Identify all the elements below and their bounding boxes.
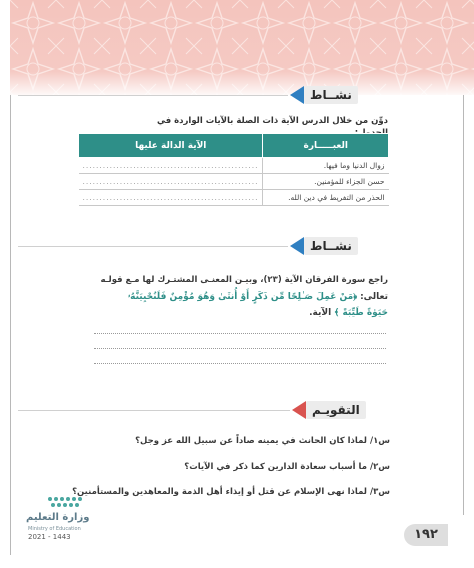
evaluation-tab [292,401,366,419]
ministry-name-arabic: وزارة التعليم [26,512,90,523]
activity1-table [78,133,389,206]
activity1-rule [18,95,288,96]
quran-verse-part2: حَيَوٰةً طَيِّبَةً ﴾ [334,308,388,318]
table-cell-phrase: زوال الدنيا وما فيها. [263,158,389,174]
evaluation-rule [18,410,290,411]
table-cell-answer[interactable]: .................................................... [79,174,263,190]
activity1-instruction: دوِّن من خلال الدرس الآية ذات الصلة بالآيات الواردة في [157,116,388,126]
table-header-phrase: العبـــــارة [263,134,389,158]
activity2-tab-label: نشــاط [304,237,358,255]
answer-line[interactable] [94,333,386,334]
verse-prefix: تعالى: [360,292,388,302]
table-cell-phrase: الحذر من التفريط في دين الله. [263,190,389,206]
answer-line[interactable] [94,348,386,349]
geometric-pattern [10,0,474,95]
verse-suffix: الآية. [309,308,332,318]
left-frame-line [10,95,11,555]
ministry-logo-mark-icon [44,495,94,513]
question-2: س٢/ ما أسباب سعادة الدارين كما ذكر في الآيات؟ [184,462,390,472]
activity2-tab [290,237,358,255]
flag-icon [292,401,306,419]
activity2-rule [18,246,288,247]
table-row [79,190,389,206]
flag-icon [290,86,304,104]
table-row [79,174,389,190]
right-frame-line [463,95,464,515]
ministry-name-english: Ministry of Education [28,526,81,532]
quran-verse-part1: ﴿مَنْ عَمِلَ صَـٰلِحًا مِّن ذَكَرٍ أَوْ أُنثَىٰ وَهُوَ مُؤْمِنٌ فَلَنُحْيِيَنَّهُۥ [127,292,358,302]
table-cell-answer[interactable]: .................................................... [79,158,263,174]
evaluation-tab-label: التقويـم [306,401,366,419]
activity1-tab [290,86,358,104]
edition-years: 2021 - 1443 [28,533,71,541]
answer-line[interactable] [94,363,386,364]
table-row [79,158,389,174]
question-1: س١/ لماذا كان الحانث في يمينه صاداً عن سبيل الله عز وجل؟ [135,436,390,446]
page-number: ١٩٢ [404,524,448,546]
activity2-instruction: راجع سورة الفرقان الآية (٢٣)، وبيـن المعنـى المشتـرك لها مـع قولـه [100,275,388,285]
ministry-logo [26,495,116,555]
table-cell-answer[interactable]: .................................................... [79,190,263,206]
table-header-verse: الآية الدالة عليها [79,134,263,158]
table-cell-phrase: حسن الجزاء للمؤمنين. [263,174,389,190]
question-3: س٣/ لماذا نهى الإسلام عن قتل أو إيذاء أهل الذمة والمعاهدين والمستأمنين؟ [72,487,390,497]
activity2-verse-line2 [200,306,388,320]
activity1-tab-label: نشــاط [304,86,358,104]
flag-icon [290,237,304,255]
decorative-pattern-band [10,0,474,95]
activity2-verse-line1 [88,290,388,304]
